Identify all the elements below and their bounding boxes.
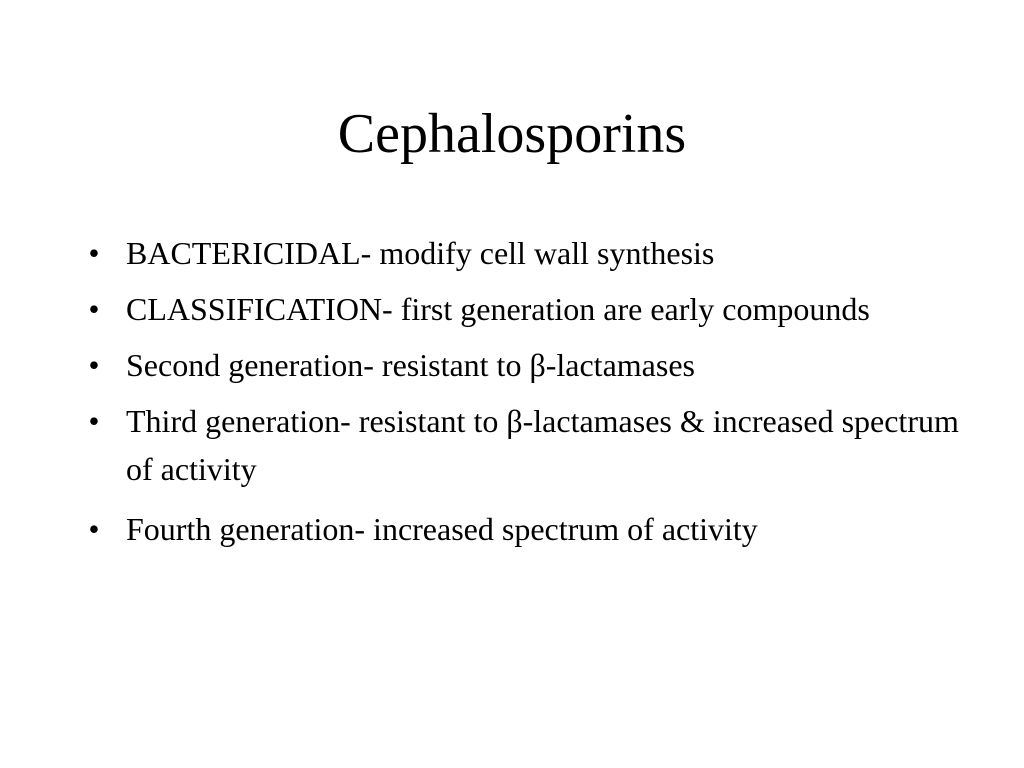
- bullet-text: Third generation- resistant to β-lactamases & increased spectrum of activity: [126, 403, 959, 487]
- bullet-item-bactericidal: [84, 229, 964, 277]
- bullet-item-second-generation: [84, 341, 964, 389]
- bullet-item-third-generation: [84, 397, 964, 493]
- bullet-text: BACTERICIDAL- modify cell wall synthesis: [126, 235, 715, 271]
- bullet-text: Fourth generation- increased spectrum of activity: [126, 511, 758, 547]
- bullet-marker: •: [88, 291, 100, 327]
- bullet-marker: •: [88, 511, 100, 547]
- bullet-text: Second generation- resistant to β-lactamases: [126, 347, 695, 383]
- bullet-marker: •: [88, 235, 100, 271]
- bullet-list: [84, 229, 964, 561]
- bullet-marker: •: [88, 403, 100, 439]
- bullet-item-fourth-generation: [84, 505, 964, 553]
- bullet-text: CLASSIFICATION- first generation are early compounds: [126, 291, 870, 327]
- bullet-marker: •: [88, 347, 100, 383]
- slide-title: Cephalosporins: [337, 103, 687, 165]
- bullet-item-classification: [84, 285, 964, 333]
